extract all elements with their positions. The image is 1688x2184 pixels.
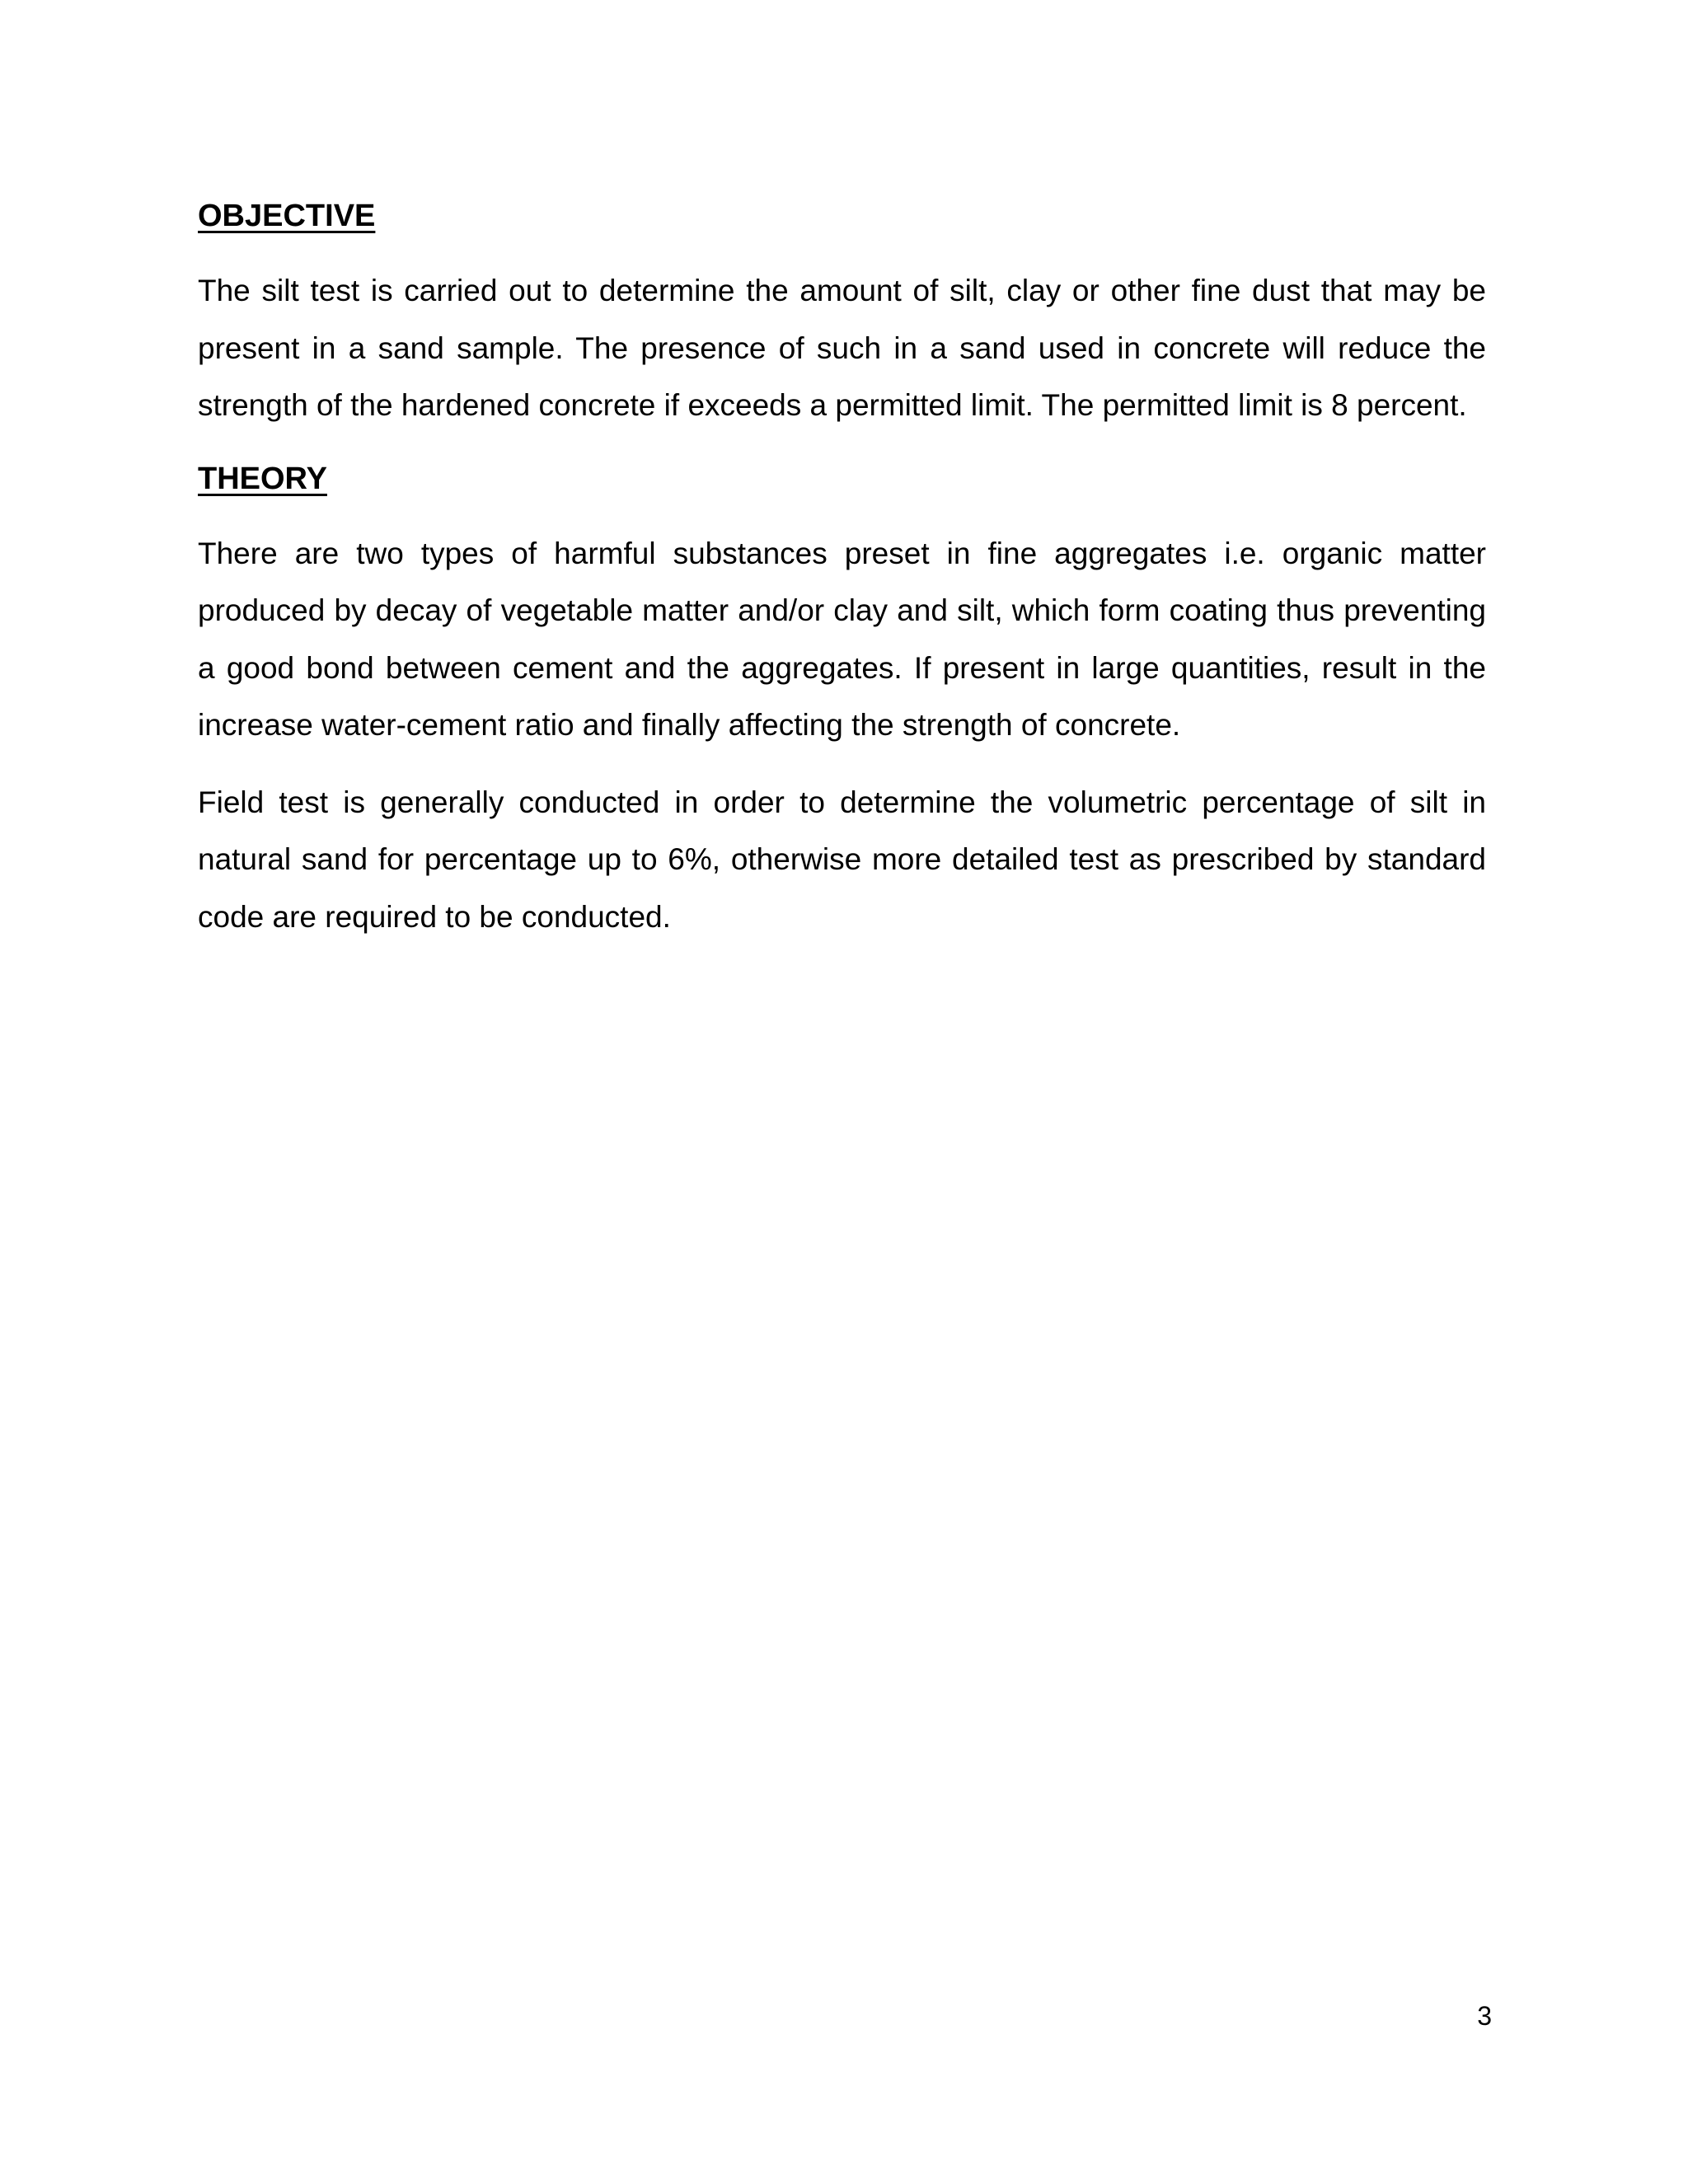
page-content xyxy=(198,191,1486,945)
objective-heading: OBJECTIVE xyxy=(198,199,376,233)
page-number: 3 xyxy=(1477,2001,1492,2031)
theory-heading: THEORY xyxy=(198,461,327,496)
theory-paragraph-1: There are two types of harmful substances preset in fine aggregates i.e. organic matter produced by decay of vegetable matter and/or clay and silt, which form coating thus preventing a good bond between cement and the aggregates. If present in large quantities, result in the increase water-cement ratio and finally affecting the strength of concrete. xyxy=(198,536,1486,742)
objective-paragraph: The silt test is carried out to determine the amount of silt, clay or other fine dust that may be present in a sand sample. The presence of such in a sand used in concrete will reduce the strength of the hardened concrete if exceeds a permitted limit. The permitted limit is 8 percent. xyxy=(198,274,1486,422)
theory-paragraph-2: Field test is generally conducted in order to determine the volumetric percentage of silt in natural sand for percentage up to 6%, otherwise more detailed test as prescribed by standard code are required to be conducted. xyxy=(198,785,1486,934)
